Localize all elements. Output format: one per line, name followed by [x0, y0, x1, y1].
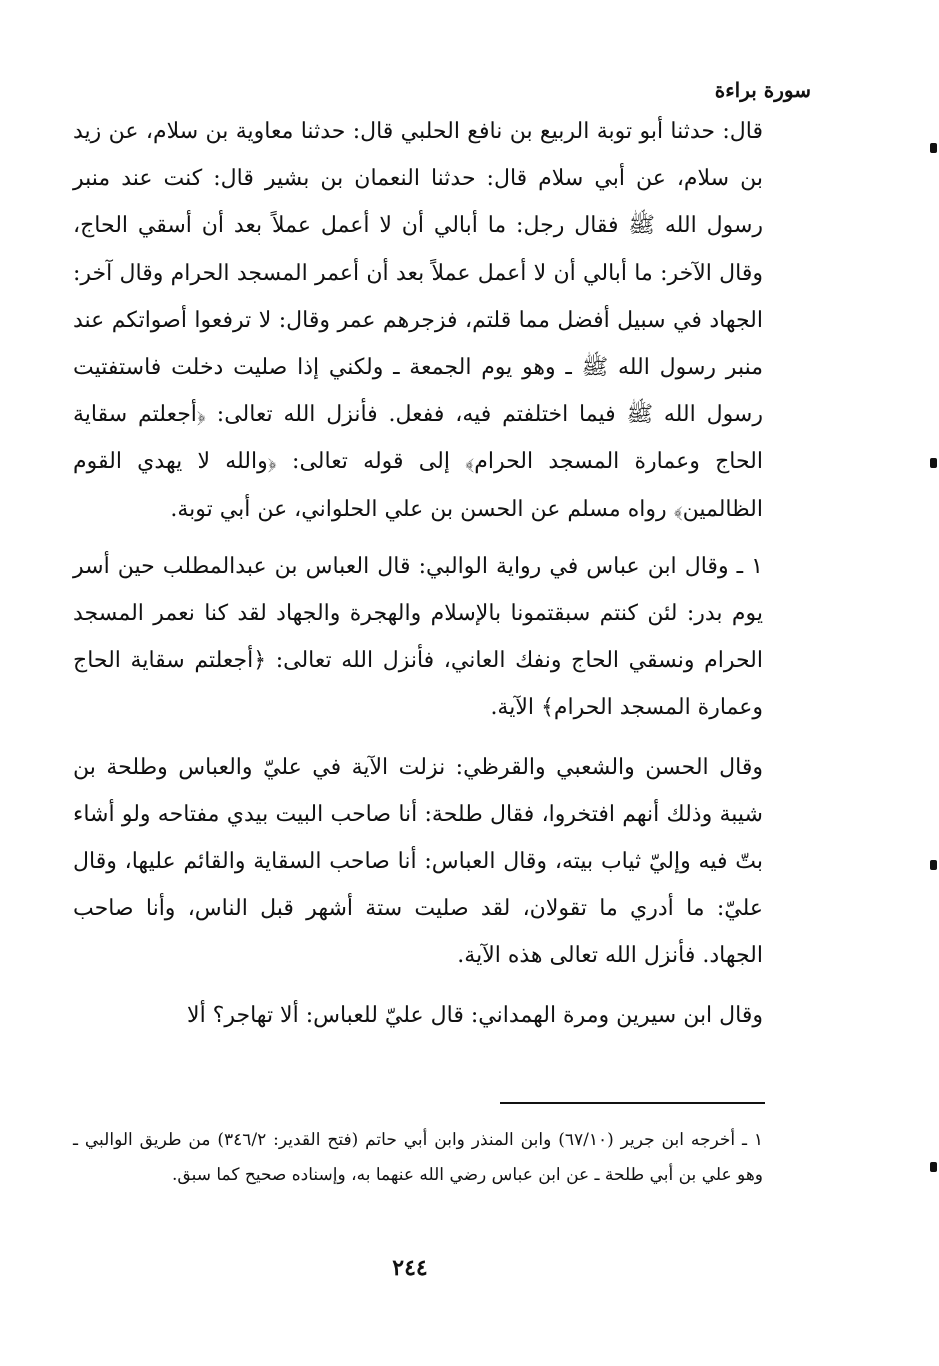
footnote-1: ١ ـ أخرجه ابن جرير (٦٧/١٠) وابن المنذر وابن أبي حاتم (فتح القدير: ٣٤٦/٢) من طريق الوالبي ـ وهو علي بن أبي طلحة ـ عن ابن عباس رضي الله عنهما به، وإسناده صحيح كما سبق. [73, 1130, 764, 1185]
margin-mark [930, 458, 937, 468]
paragraph-hadith: قال: حدثنا أبو توبة الربيع بن نافع الحلبي قال: حدثنا معاوية بن سلام، عن زيد بن سلام، عن أبي سلام قال: حدثنا النعمان بن بشير قال: كنت عند منبر رسول الله ﷺ فقال رجل: ما أبالي أن لا أعمل عملاً بعد أن أسقي الحاج، وقال الآخر: ما أبالي أن لا أعمل عملاً بعد أن أعمر المسجد الحرام وقال آخر: الجهاد في سبيل أفضل مما قلتم، فزجرهم عمر وقال: لا ترفعوا أصواتكم عند منبر رسول الله ﷺ ـ وهو يوم الجمعة ـ ولكني إذا صليت دخلت فاستفتيت رسول الله ﷺ فيما اختلفتم فيه، ففعل. فأنزل الله تعالى: ﴿أجعلتم سقاية الحاج وعمارة المسجد الحرام﴾ إلى قوله تعالى: ﴿والله لا يهدي القوم الظالمين﴾ رواه مسلم عن الحسن بن علي الحلواني، عن أبي توبة. [73, 119, 764, 522]
margin-mark [930, 143, 937, 153]
margin-mark [930, 1162, 937, 1172]
surah-header: سورة براءة [714, 78, 811, 102]
footnote-divider [500, 1102, 765, 1104]
footnotes [73, 1123, 763, 1193]
page-number: ٢٤٤ [392, 1255, 428, 1281]
main-text [73, 108, 763, 1051]
paragraph-ibn-abbas: ١ ـ وقال ابن عباس في رواية الوالبي: قال العباس بن عبدالمطلب حين أسر يوم بدر: لئن كنتم سبقتمونا بالإسلام والهجرة والجهاد لقد كنا نعمر المسجد الحرام ونسقي الحاج ونفك العاني، فأنزل الله تعالى: ﴿أجعلتم سقاية الحاج وعمارة المسجد الحرام﴾ الآية. [73, 553, 764, 721]
paragraph-hasan-shabi: وقال الحسن والشعبي والقرظي: نزلت الآية في عليّ والعباس وطلحة بن شيبة وذلك أنهم افتخروا، فقال طلحة: أنا صاحب البيت بيدي مفتاحه ولو أشاء بتّ فيه وإليّ ثياب بيته، وقال العباس: أنا صاحب السقاية والقائم عليها، وقال عليّ: ما أدري ما تقولان، لقد صليت ستة أشهر قبل الناس، وأنا صاحب الجهاد. فأنزل الله تعالى هذه الآية. [73, 754, 763, 969]
paragraph-ibn-sirin: وقال ابن سيرين ومرة الهمداني: قال عليّ للعباس: ألا تهاجر؟ ألا [187, 1002, 763, 1028]
margin-mark [930, 860, 937, 870]
